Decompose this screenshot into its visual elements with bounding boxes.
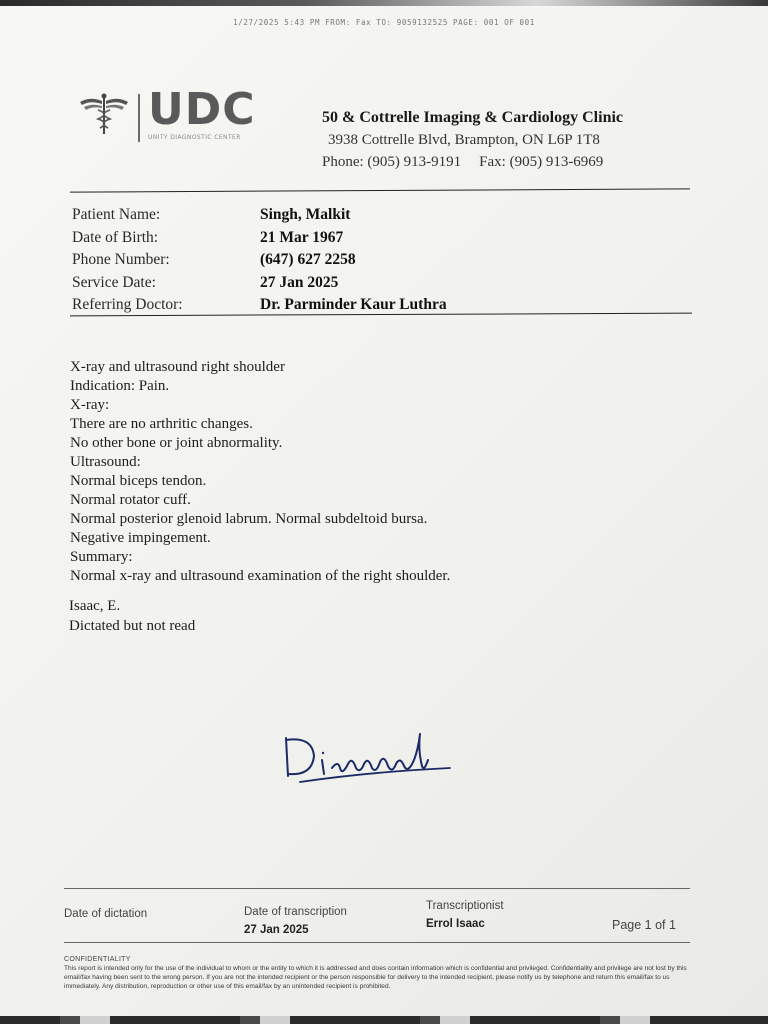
report-body [70,358,710,586]
date-of-birth-value: 21 Mar 1967 [260,228,344,246]
report-ultrasound-heading: Ultrasound: [70,454,141,470]
page-number: Page 1 of 1 [612,918,676,932]
patient-name-label: Patient Name: [72,206,161,224]
radiologist-name: Isaac, E. [69,598,121,614]
dictation-status: Dictated but not read [69,618,196,634]
report-signoff [69,596,195,636]
clinic-logo [78,84,268,146]
transcription-date-value: 27 Jan 2025 [244,924,309,936]
fax-transmission-header: 1/27/2025 5:43 PM FROM: Fax TO: 9059132525 PAGE: 001 OF 001 [233,18,535,27]
transcription-date-label: Date of transcription [244,906,347,918]
phone-number-label: Phone Number: [72,251,170,269]
confidentiality-notice [64,956,692,991]
header-divider [70,188,690,192]
phone-number-value: (647) 627 2258 [260,251,356,269]
clinic-phone: Phone: (905) 913-9191 [322,154,462,170]
report-ultrasound-finding: Normal rotator cuff. [70,492,191,508]
transcriptionist-label: Transcriptionist [426,900,504,912]
report-ultrasound-finding: Normal biceps tendon. [70,473,207,489]
clinic-fax: Fax: (905) 913-6969 [479,154,604,170]
logo-divider [138,94,140,142]
patient-name-value: Singh, Malkit [260,206,351,224]
logo-subtitle: UNITY DIAGNOSTIC CENTER [148,134,241,141]
scan-edge-bottom [0,1016,768,1024]
fax-page [0,6,768,1016]
clinic-name: 50 & Cottrelle Imaging & Cardiology Clinic [322,109,624,126]
caduceus-icon [78,92,130,136]
date-of-birth-label: Date of Birth: [72,228,159,246]
service-date-row [72,272,672,295]
report-xray-finding: There are no arthritic changes. [70,416,253,432]
report-xray-heading: X-ray: [70,397,110,413]
clinic-contact [322,152,642,172]
patient-name-row [72,204,672,227]
referring-doctor-value: Dr. Parminder Kaur Luthra [260,296,447,314]
report-ultrasound-finding: Negative impingement. [70,530,211,546]
phone-number-row [72,249,672,272]
transcriptionist-name: Errol Isaac [426,918,485,930]
report-summary-heading: Summary: [70,549,133,565]
clinic-address: 3938 Cottrelle Blvd, Brampton, ON L6P 1T8 [328,132,600,148]
service-date-value: 27 Jan 2025 [260,273,339,291]
report-xray-finding: No other bone or joint abnormality. [70,435,283,451]
handwritten-signature [278,720,458,790]
confidentiality-title: CONFIDENTIALITY [64,956,131,963]
referring-doctor-label: Referring Doctor: [72,296,183,314]
dictation-date-label: Date of dictation [64,908,148,920]
confidentiality-text: This report is intended only for the use of the individual to whom or the entity to which it is addressed and does contain information which is confidential and privileged. Confidentiality and privilege are not lost by this email/fax having been sent to the wrong person. If you are not the intended recipient or the person responsible for delivery to the intended recipient, please notify us by telephone and return this email/fax to us immediately. Any distribution, reproduction or other use of this email/fax by an unintended recipient is prohibited. [64,965,687,990]
report-ultrasound-finding: Normal posterior glenoid labrum. Normal subdeltoid bursa. [70,511,428,527]
report-summary-text: Normal x-ray and ultrasound examination of the right shoulder. [70,568,451,584]
footer-top-divider [64,888,690,889]
footer-bottom-divider [64,942,690,943]
logo-wordmark: UDC [148,84,256,135]
patient-info-block [72,204,672,317]
date-of-birth-row [72,227,672,250]
report-indication: Indication: Pain. [70,378,170,394]
service-date-label: Service Date: [72,273,156,291]
clinic-info [322,108,642,172]
report-exam-title: X-ray and ultrasound right shoulder [70,359,285,375]
